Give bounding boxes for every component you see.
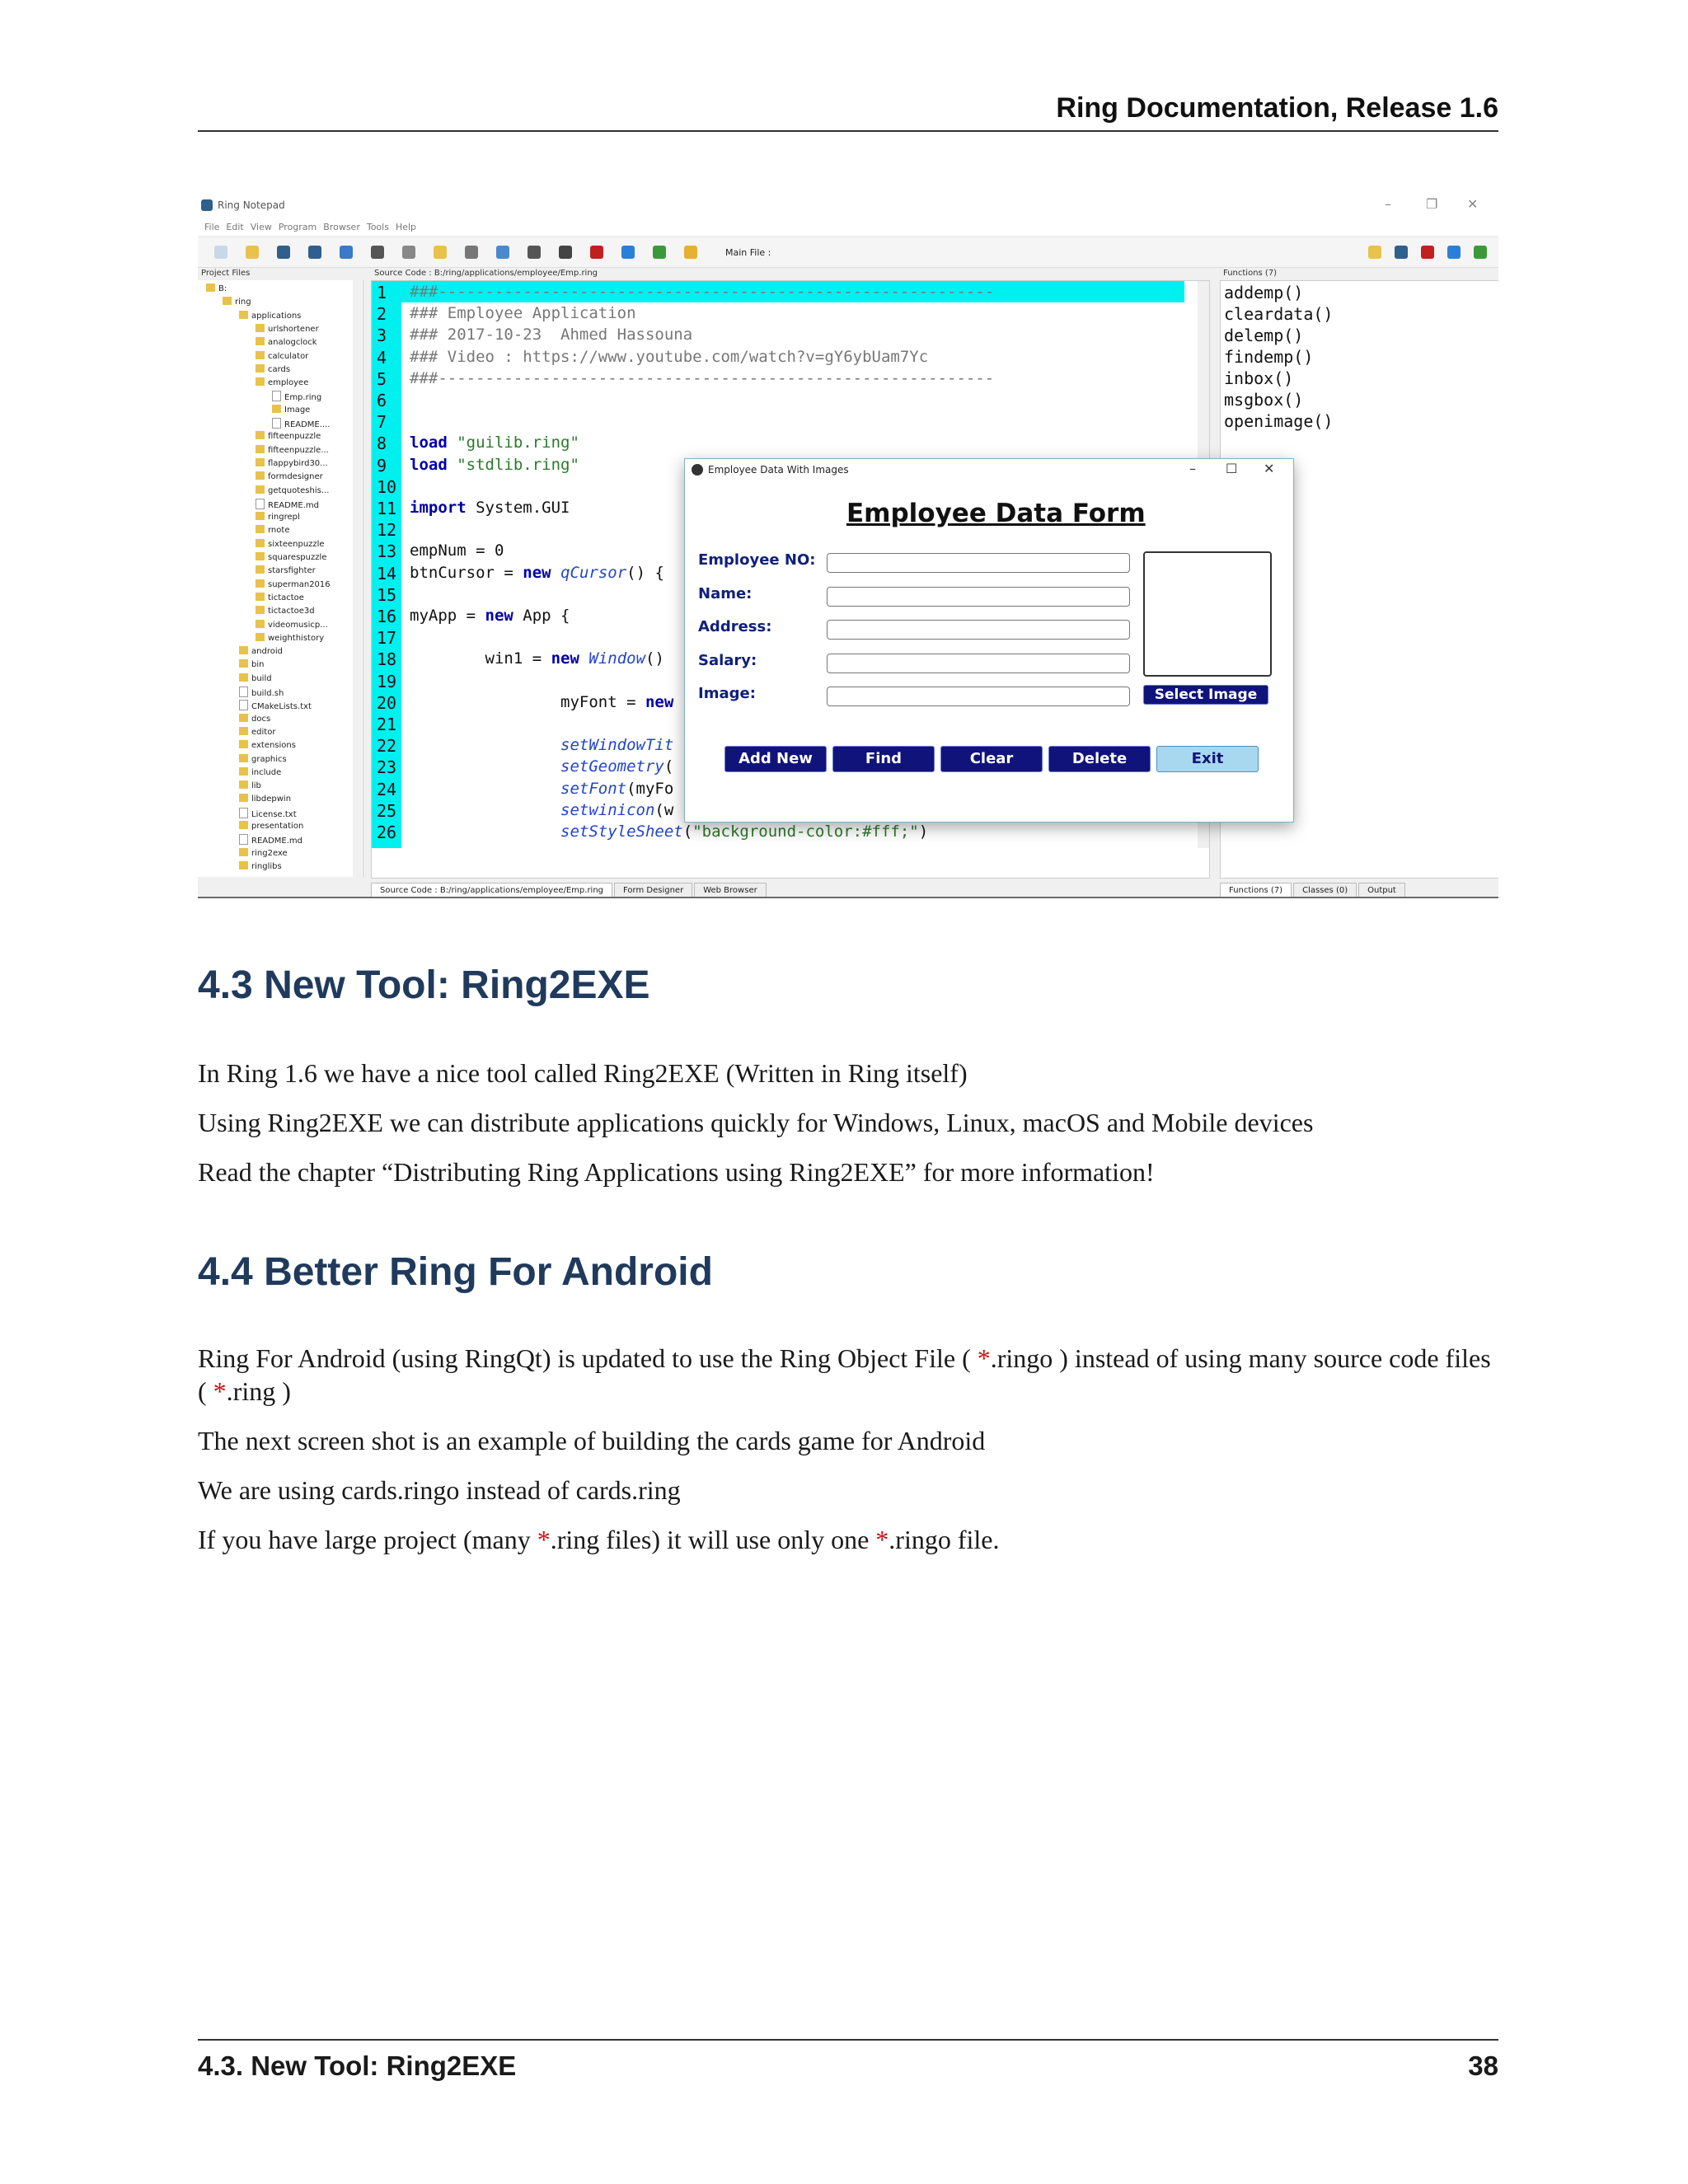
folder-icon bbox=[256, 364, 265, 373]
paragraph bbox=[198, 1523, 1498, 1556]
folder-icon bbox=[256, 512, 265, 520]
tree-item-label: ringlibs bbox=[251, 861, 282, 871]
code-line: ### 2017-10-23 Ahmed Hassouna bbox=[410, 326, 693, 344]
dialog-maximize-icon[interactable]: ☐ bbox=[1226, 461, 1238, 476]
tree-folder-item[interactable] bbox=[256, 525, 289, 535]
tree-item-label: include bbox=[251, 767, 282, 777]
line-number: 14 bbox=[377, 563, 397, 583]
tree-folder-item[interactable] bbox=[256, 324, 319, 334]
exit-button[interactable]: Exit bbox=[1156, 746, 1259, 772]
line-number: 4 bbox=[377, 347, 387, 368]
select-image-button[interactable]: Select Image bbox=[1143, 685, 1268, 705]
find-button[interactable]: Find bbox=[832, 746, 935, 772]
folder-icon bbox=[239, 780, 248, 789]
toolbar-button-icon[interactable] bbox=[371, 246, 384, 259]
function-item[interactable]: openimage() bbox=[1224, 411, 1334, 431]
code-line: import System.GUI bbox=[410, 499, 570, 517]
tree-folder-item[interactable] bbox=[256, 552, 326, 562]
folder-icon bbox=[256, 579, 265, 588]
functions-tab[interactable]: Functions (7) bbox=[1220, 883, 1292, 898]
field-input[interactable] bbox=[827, 687, 1130, 706]
tree-folder-item[interactable] bbox=[239, 311, 301, 321]
tree-folder-item[interactable] bbox=[256, 471, 323, 481]
tree-folder-item[interactable] bbox=[239, 727, 275, 737]
tree-item-label: weighthistory bbox=[268, 633, 325, 643]
tree-item-label: README.md bbox=[268, 500, 320, 510]
tree-folder-item[interactable] bbox=[239, 861, 282, 871]
code-line: setFont(myFo bbox=[560, 779, 674, 798]
tree-file-item[interactable] bbox=[239, 687, 284, 698]
folder-icon bbox=[256, 565, 265, 574]
editor-tab[interactable]: Form Designer bbox=[614, 883, 692, 898]
tree-item-label: build bbox=[251, 673, 272, 683]
tree-folder-item[interactable] bbox=[256, 593, 304, 602]
editor-tab[interactable]: Web Browser bbox=[694, 883, 767, 898]
field-label: Address: bbox=[698, 618, 772, 635]
tree-item-label: calculator bbox=[268, 351, 309, 361]
tree-item-label: analogclock bbox=[268, 338, 317, 348]
folder-icon bbox=[256, 606, 265, 614]
toolbar-button-icon[interactable] bbox=[246, 246, 259, 259]
toolbar-button-icon[interactable] bbox=[559, 246, 572, 259]
function-item[interactable]: delemp() bbox=[1224, 326, 1304, 345]
menu-item[interactable]: Edit bbox=[226, 222, 244, 232]
line-number: 15 bbox=[377, 584, 397, 605]
minimize-icon[interactable]: – bbox=[1385, 196, 1391, 212]
tree-file-item[interactable] bbox=[239, 700, 312, 711]
tree-folder-item[interactable] bbox=[256, 606, 315, 616]
tree-folder-item[interactable] bbox=[256, 337, 317, 347]
field-label: Image: bbox=[698, 685, 756, 702]
tree-folder-item[interactable] bbox=[256, 565, 316, 575]
tree-item-label: tictactoe3d bbox=[268, 607, 315, 616]
file-icon bbox=[256, 499, 265, 509]
tree-item-label: rnote bbox=[268, 526, 290, 536]
folder-icon bbox=[206, 284, 215, 292]
tree-item-label: cards bbox=[268, 364, 291, 374]
function-item[interactable]: addemp() bbox=[1224, 283, 1304, 302]
folder-icon bbox=[256, 377, 265, 386]
folder-icon bbox=[256, 445, 265, 453]
tree-item-label: README.... bbox=[284, 420, 331, 429]
folder-icon bbox=[256, 337, 265, 345]
tree-item-label: formdesigner bbox=[268, 472, 323, 482]
line-number: 5 bbox=[377, 368, 387, 389]
line-number: 18 bbox=[377, 649, 397, 670]
app-icon bbox=[201, 199, 213, 211]
toolbar-button-icon[interactable] bbox=[1395, 246, 1408, 259]
tree-item-label: build.sh bbox=[251, 689, 284, 698]
tree-folder-item[interactable] bbox=[223, 297, 251, 307]
tree-folder-item[interactable] bbox=[239, 780, 261, 790]
asterisk: * bbox=[977, 1343, 991, 1373]
toolbar-button-icon[interactable] bbox=[214, 246, 227, 259]
editor-tabs bbox=[371, 880, 768, 897]
project-files-panel bbox=[198, 280, 363, 877]
toolbar-button-icon[interactable] bbox=[277, 246, 290, 259]
tree-item-label: fifteenpuzzle... bbox=[268, 445, 329, 455]
tree-item-label: fifteenpuzzle bbox=[268, 432, 321, 442]
dialog-close-icon[interactable]: ✕ bbox=[1264, 461, 1275, 476]
tree-item-label: tictactoe bbox=[268, 593, 304, 602]
tree-folder-item[interactable] bbox=[239, 754, 287, 764]
tree-folder-item[interactable] bbox=[239, 767, 281, 777]
toolbar-button-icon[interactable] bbox=[1447, 246, 1461, 259]
toolbar-button-icon[interactable] bbox=[1421, 246, 1434, 259]
folder-icon bbox=[239, 646, 248, 654]
dialog-title: Employee Data With Images bbox=[708, 464, 849, 476]
line-number: 19 bbox=[377, 671, 397, 691]
paragraph: Using Ring2EXE we can distribute applications quickly for Windows, Linux, macOS and Mobile devices bbox=[198, 1108, 1314, 1137]
file-icon bbox=[239, 834, 248, 845]
tree-item-label: docs bbox=[251, 714, 271, 724]
paragraph: In Ring 1.6 we have a nice tool called Ring2EXE (Written in Ring itself) bbox=[198, 1058, 968, 1088]
line-number: 20 bbox=[377, 692, 397, 713]
tree-folder-item[interactable] bbox=[239, 659, 264, 669]
line-number: 16 bbox=[377, 607, 397, 626]
section-heading-4-3: 4.3 New Tool: Ring2EXE bbox=[198, 963, 650, 1007]
tree-folder-item[interactable] bbox=[272, 405, 310, 415]
line-number: 21 bbox=[377, 715, 397, 734]
tree-folder-item[interactable] bbox=[256, 512, 300, 522]
asterisk: * bbox=[537, 1525, 551, 1554]
line-number: 22 bbox=[377, 736, 397, 757]
folder-icon bbox=[256, 633, 265, 641]
toolbar-button-icon[interactable] bbox=[621, 246, 635, 259]
field-input[interactable] bbox=[827, 553, 1130, 573]
tree-folder-item[interactable] bbox=[256, 579, 331, 589]
editor-title: Source Code : B:/ring/applications/employee/Emp.ring bbox=[374, 269, 598, 278]
tree-item-label: android bbox=[251, 647, 283, 657]
dialog-icon bbox=[692, 464, 703, 476]
file-icon bbox=[239, 687, 248, 697]
folder-icon bbox=[239, 848, 248, 856]
tree-folder-item[interactable] bbox=[239, 714, 270, 724]
file-icon bbox=[239, 700, 248, 710]
menu-item[interactable]: File bbox=[204, 222, 220, 232]
folder-icon bbox=[256, 351, 265, 359]
function-item[interactable]: inbox() bbox=[1224, 368, 1294, 388]
code-line: load "stdlib.ring" bbox=[410, 455, 579, 474]
line-number: 11 bbox=[377, 499, 397, 518]
tree-folder-item[interactable] bbox=[256, 620, 328, 630]
tree-file-item[interactable] bbox=[272, 418, 330, 429]
tree-item-label: applications bbox=[251, 311, 302, 321]
field-input[interactable] bbox=[827, 587, 1130, 607]
tree-folder-item[interactable] bbox=[256, 458, 328, 468]
folder-icon bbox=[239, 740, 248, 748]
text-run: .ringo file. bbox=[889, 1525, 1000, 1554]
folder-icon bbox=[239, 754, 248, 762]
tree-item-label: sixteenpuzzle bbox=[268, 539, 325, 549]
line-number: 12 bbox=[377, 520, 397, 541]
code-line: ### Video : https://www.youtube.com/watch?v=gY6ybUam7Yc bbox=[410, 347, 929, 366]
paragraph bbox=[198, 1342, 1498, 1408]
text-run: If you have large project (many bbox=[198, 1525, 537, 1554]
code-line: ###----------------------------------------------------------- bbox=[410, 283, 995, 301]
page-header bbox=[198, 92, 1498, 132]
toolbar bbox=[198, 237, 1498, 268]
tree-item-label: bin bbox=[251, 660, 265, 670]
folder-icon bbox=[239, 311, 248, 319]
tree-folder-item[interactable] bbox=[256, 364, 290, 374]
toolbar-button-icon[interactable] bbox=[434, 246, 447, 259]
add-new-button[interactable]: Add New bbox=[724, 746, 827, 772]
folder-icon bbox=[239, 821, 248, 829]
tree-folder-item[interactable] bbox=[256, 377, 308, 387]
field-label: Employee NO: bbox=[698, 551, 816, 569]
text-run: .ringo ) instead of using many source code files ( bbox=[198, 1343, 1491, 1406]
menu-item[interactable]: Program bbox=[278, 222, 317, 232]
tree-item-label: ringrepl bbox=[268, 513, 300, 523]
file-icon bbox=[272, 391, 281, 401]
tree-folder-item[interactable] bbox=[239, 646, 283, 656]
tree-item-label: ring2exe bbox=[251, 848, 288, 858]
ring-notepad-screenshot bbox=[198, 194, 1498, 898]
toolbar-button-icon[interactable] bbox=[1474, 246, 1487, 259]
function-item[interactable]: cleardata() bbox=[1224, 304, 1334, 324]
tree-item-label: getquoteshis... bbox=[268, 485, 330, 495]
functions-title: Functions (7) bbox=[1223, 269, 1278, 278]
menu-item[interactable]: Tools bbox=[366, 222, 389, 232]
tree-item-label: superman2016 bbox=[268, 579, 331, 589]
window-title: Ring Notepad bbox=[218, 199, 285, 211]
tree-item-label: flappybird30... bbox=[268, 458, 328, 468]
close-icon[interactable]: ✕ bbox=[1467, 196, 1479, 212]
file-icon bbox=[239, 808, 248, 818]
text-run: Ring For Android (using RingQt) is updated to use the Ring Object File ( bbox=[198, 1343, 978, 1373]
field-label: Salary: bbox=[698, 651, 757, 669]
folder-icon bbox=[256, 485, 265, 494]
code-line: empNum = 0 bbox=[410, 541, 504, 560]
code-line: setStyleSheet("background-color:#fff;") bbox=[560, 823, 929, 841]
code-line: setWindowTit bbox=[560, 736, 674, 755]
tree-folder-item[interactable] bbox=[239, 794, 291, 804]
tree-item-label: graphics bbox=[251, 754, 287, 764]
toolbar-button-icon[interactable] bbox=[402, 246, 415, 259]
folder-icon bbox=[239, 861, 248, 869]
asterisk: * bbox=[875, 1525, 889, 1554]
line-number: 8 bbox=[377, 434, 387, 454]
tree-scrollbar[interactable] bbox=[353, 280, 362, 890]
section-heading-4-4: 4.4 Better Ring For Android bbox=[198, 1250, 713, 1294]
tree-folder-item[interactable] bbox=[256, 431, 321, 441]
menu-item[interactable]: Help bbox=[395, 222, 417, 232]
tree-item-label: squarespuzzle bbox=[268, 553, 327, 562]
tree-folder-item[interactable] bbox=[256, 633, 324, 643]
employee-dialog bbox=[684, 458, 1294, 823]
folder-icon bbox=[256, 593, 265, 601]
folder-icon bbox=[256, 471, 265, 480]
asterisk: * bbox=[213, 1376, 227, 1406]
line-number: 10 bbox=[377, 476, 397, 497]
tree-folder-item[interactable] bbox=[256, 539, 325, 549]
folder-icon bbox=[239, 714, 248, 722]
clear-button[interactable]: Clear bbox=[940, 746, 1043, 772]
window-titlebar bbox=[198, 194, 1498, 218]
tree-file-item[interactable] bbox=[239, 808, 297, 819]
text-run: .ring ) bbox=[226, 1376, 291, 1406]
code-line: myFont = new bbox=[410, 692, 674, 711]
folder-icon bbox=[256, 525, 265, 533]
folder-icon bbox=[239, 659, 248, 668]
line-number: 26 bbox=[377, 823, 397, 842]
tree-item-label: lib bbox=[251, 781, 261, 791]
tree-folder-item[interactable] bbox=[239, 848, 288, 858]
form-title: Employee Data Form bbox=[846, 499, 1146, 528]
folder-icon bbox=[256, 458, 265, 466]
line-number: 23 bbox=[377, 757, 397, 778]
folder-icon bbox=[223, 297, 232, 305]
folder-icon bbox=[239, 767, 248, 776]
header-title: Ring Documentation, Release 1.6 bbox=[1056, 92, 1498, 124]
folder-icon bbox=[239, 794, 248, 802]
toolbar-button-icon[interactable] bbox=[465, 246, 478, 259]
line-number: 13 bbox=[377, 541, 397, 562]
folder-icon bbox=[256, 620, 265, 628]
toolbar-button-icon[interactable] bbox=[308, 246, 321, 259]
tree-item-label: employee bbox=[268, 378, 309, 388]
field-input[interactable] bbox=[827, 654, 1130, 673]
code-line: setGeometry( bbox=[560, 757, 674, 776]
page-footer bbox=[198, 2039, 1498, 2090]
line-number: 25 bbox=[377, 800, 397, 821]
code-line: ### Employee Application bbox=[410, 304, 636, 323]
functions-tab[interactable]: Output bbox=[1358, 883, 1405, 898]
code-line: btnCursor = new qCursor() { bbox=[410, 563, 664, 582]
folder-icon bbox=[272, 405, 281, 413]
field-input[interactable] bbox=[827, 620, 1130, 640]
tree-item-label: B: bbox=[218, 284, 227, 293]
tree-folder-item[interactable] bbox=[206, 284, 227, 293]
tree-item-label: Image bbox=[284, 405, 311, 415]
image-preview-box bbox=[1143, 551, 1272, 677]
folder-icon bbox=[256, 324, 265, 332]
tree-item-label: libdepwin bbox=[251, 794, 292, 804]
folder-icon bbox=[239, 727, 248, 735]
folder-icon bbox=[256, 431, 265, 439]
tree-file-item[interactable] bbox=[239, 834, 302, 846]
footer-section: 4.3. New Tool: Ring2EXE bbox=[198, 2050, 517, 2081]
code-line: win1 = new Window() bbox=[410, 649, 664, 668]
line-number: 17 bbox=[377, 628, 397, 649]
folder-icon bbox=[256, 552, 265, 560]
tree-item-label: ring bbox=[235, 298, 251, 307]
code-line: load "guilib.ring" bbox=[410, 434, 579, 452]
line-number: 3 bbox=[377, 326, 387, 346]
file-icon bbox=[272, 418, 281, 429]
line-number: 7 bbox=[377, 412, 387, 433]
restore-icon[interactable]: ❐ bbox=[1426, 196, 1438, 212]
tree-item-label: editor bbox=[251, 727, 276, 737]
tree-item-label: README.md bbox=[251, 837, 303, 846]
tree-item-label: urlshortener bbox=[268, 324, 319, 334]
code-line: myApp = new App { bbox=[410, 607, 570, 625]
functions-tabs bbox=[1220, 880, 1407, 897]
tree-item-label: Emp.ring bbox=[284, 393, 322, 403]
project-panel-title: Project Files bbox=[201, 269, 251, 278]
code-line: ###----------------------------------------------------------- bbox=[410, 368, 995, 387]
tree-file-item[interactable] bbox=[256, 499, 319, 510]
tree-item-label: starsfighter bbox=[268, 566, 316, 576]
tree-item-label: videomusicp... bbox=[268, 620, 328, 630]
tree-folder-item[interactable] bbox=[256, 485, 329, 495]
paragraph: Read the chapter “Distributing Ring Applications using Ring2EXE” for more information! bbox=[198, 1157, 1155, 1187]
menu-item[interactable]: View bbox=[250, 222, 272, 232]
toolbar-button-icon[interactable] bbox=[653, 246, 666, 259]
tree-folder-item[interactable] bbox=[239, 821, 303, 831]
tree-folder-item[interactable] bbox=[256, 351, 308, 361]
tree-item-label: CMakeLists.txt bbox=[251, 702, 312, 712]
tree-file-item[interactable] bbox=[272, 391, 321, 402]
folder-icon bbox=[239, 673, 248, 682]
code-line: setwinicon(w bbox=[560, 800, 674, 819]
menubar bbox=[198, 218, 1498, 236]
tree-item-label: License.txt bbox=[251, 809, 297, 819]
folder-icon bbox=[256, 539, 265, 547]
line-number: 9 bbox=[377, 455, 387, 476]
function-item[interactable]: findemp() bbox=[1224, 347, 1314, 367]
menu-item[interactable]: Browser bbox=[323, 222, 360, 232]
page-number: 38 bbox=[1468, 2050, 1498, 2081]
field-label: Name: bbox=[698, 584, 753, 602]
paragraph: We are using cards.ringo instead of cards.ring bbox=[198, 1475, 681, 1505]
dialog-minimize-icon[interactable]: – bbox=[1189, 461, 1196, 476]
tree-folder-item[interactable] bbox=[239, 740, 296, 750]
toolbar-button-icon[interactable] bbox=[496, 246, 509, 259]
delete-button[interactable]: Delete bbox=[1048, 746, 1151, 772]
toolbar-button-icon[interactable] bbox=[340, 246, 353, 259]
functions-tab[interactable]: Classes (0) bbox=[1293, 883, 1357, 898]
function-item[interactable]: msgbox() bbox=[1224, 390, 1304, 410]
editor-tab[interactable]: Source Code : B:/ring/applications/employee/Emp.ring bbox=[371, 883, 612, 898]
line-number: 1 bbox=[377, 283, 387, 302]
line-number: 24 bbox=[377, 779, 397, 799]
tree-folder-item[interactable] bbox=[239, 673, 272, 683]
text-run: .ring files) it will use only one bbox=[550, 1525, 876, 1554]
toolbar-button-icon[interactable] bbox=[1368, 246, 1381, 259]
toolbar-button-icon[interactable] bbox=[528, 246, 541, 259]
toolbar-button-icon[interactable] bbox=[590, 246, 603, 259]
toolbar-button-icon[interactable] bbox=[684, 246, 697, 259]
line-number: 2 bbox=[377, 304, 387, 325]
tree-item-label: extensions bbox=[251, 741, 296, 751]
tree-folder-item[interactable] bbox=[256, 445, 329, 455]
paragraph: The next screen shot is an example of building the cards game for Android bbox=[198, 1426, 986, 1455]
main-file-label: Main File : bbox=[725, 247, 771, 258]
tree-item-label: presentation bbox=[251, 822, 304, 831]
line-number: 6 bbox=[377, 391, 387, 410]
